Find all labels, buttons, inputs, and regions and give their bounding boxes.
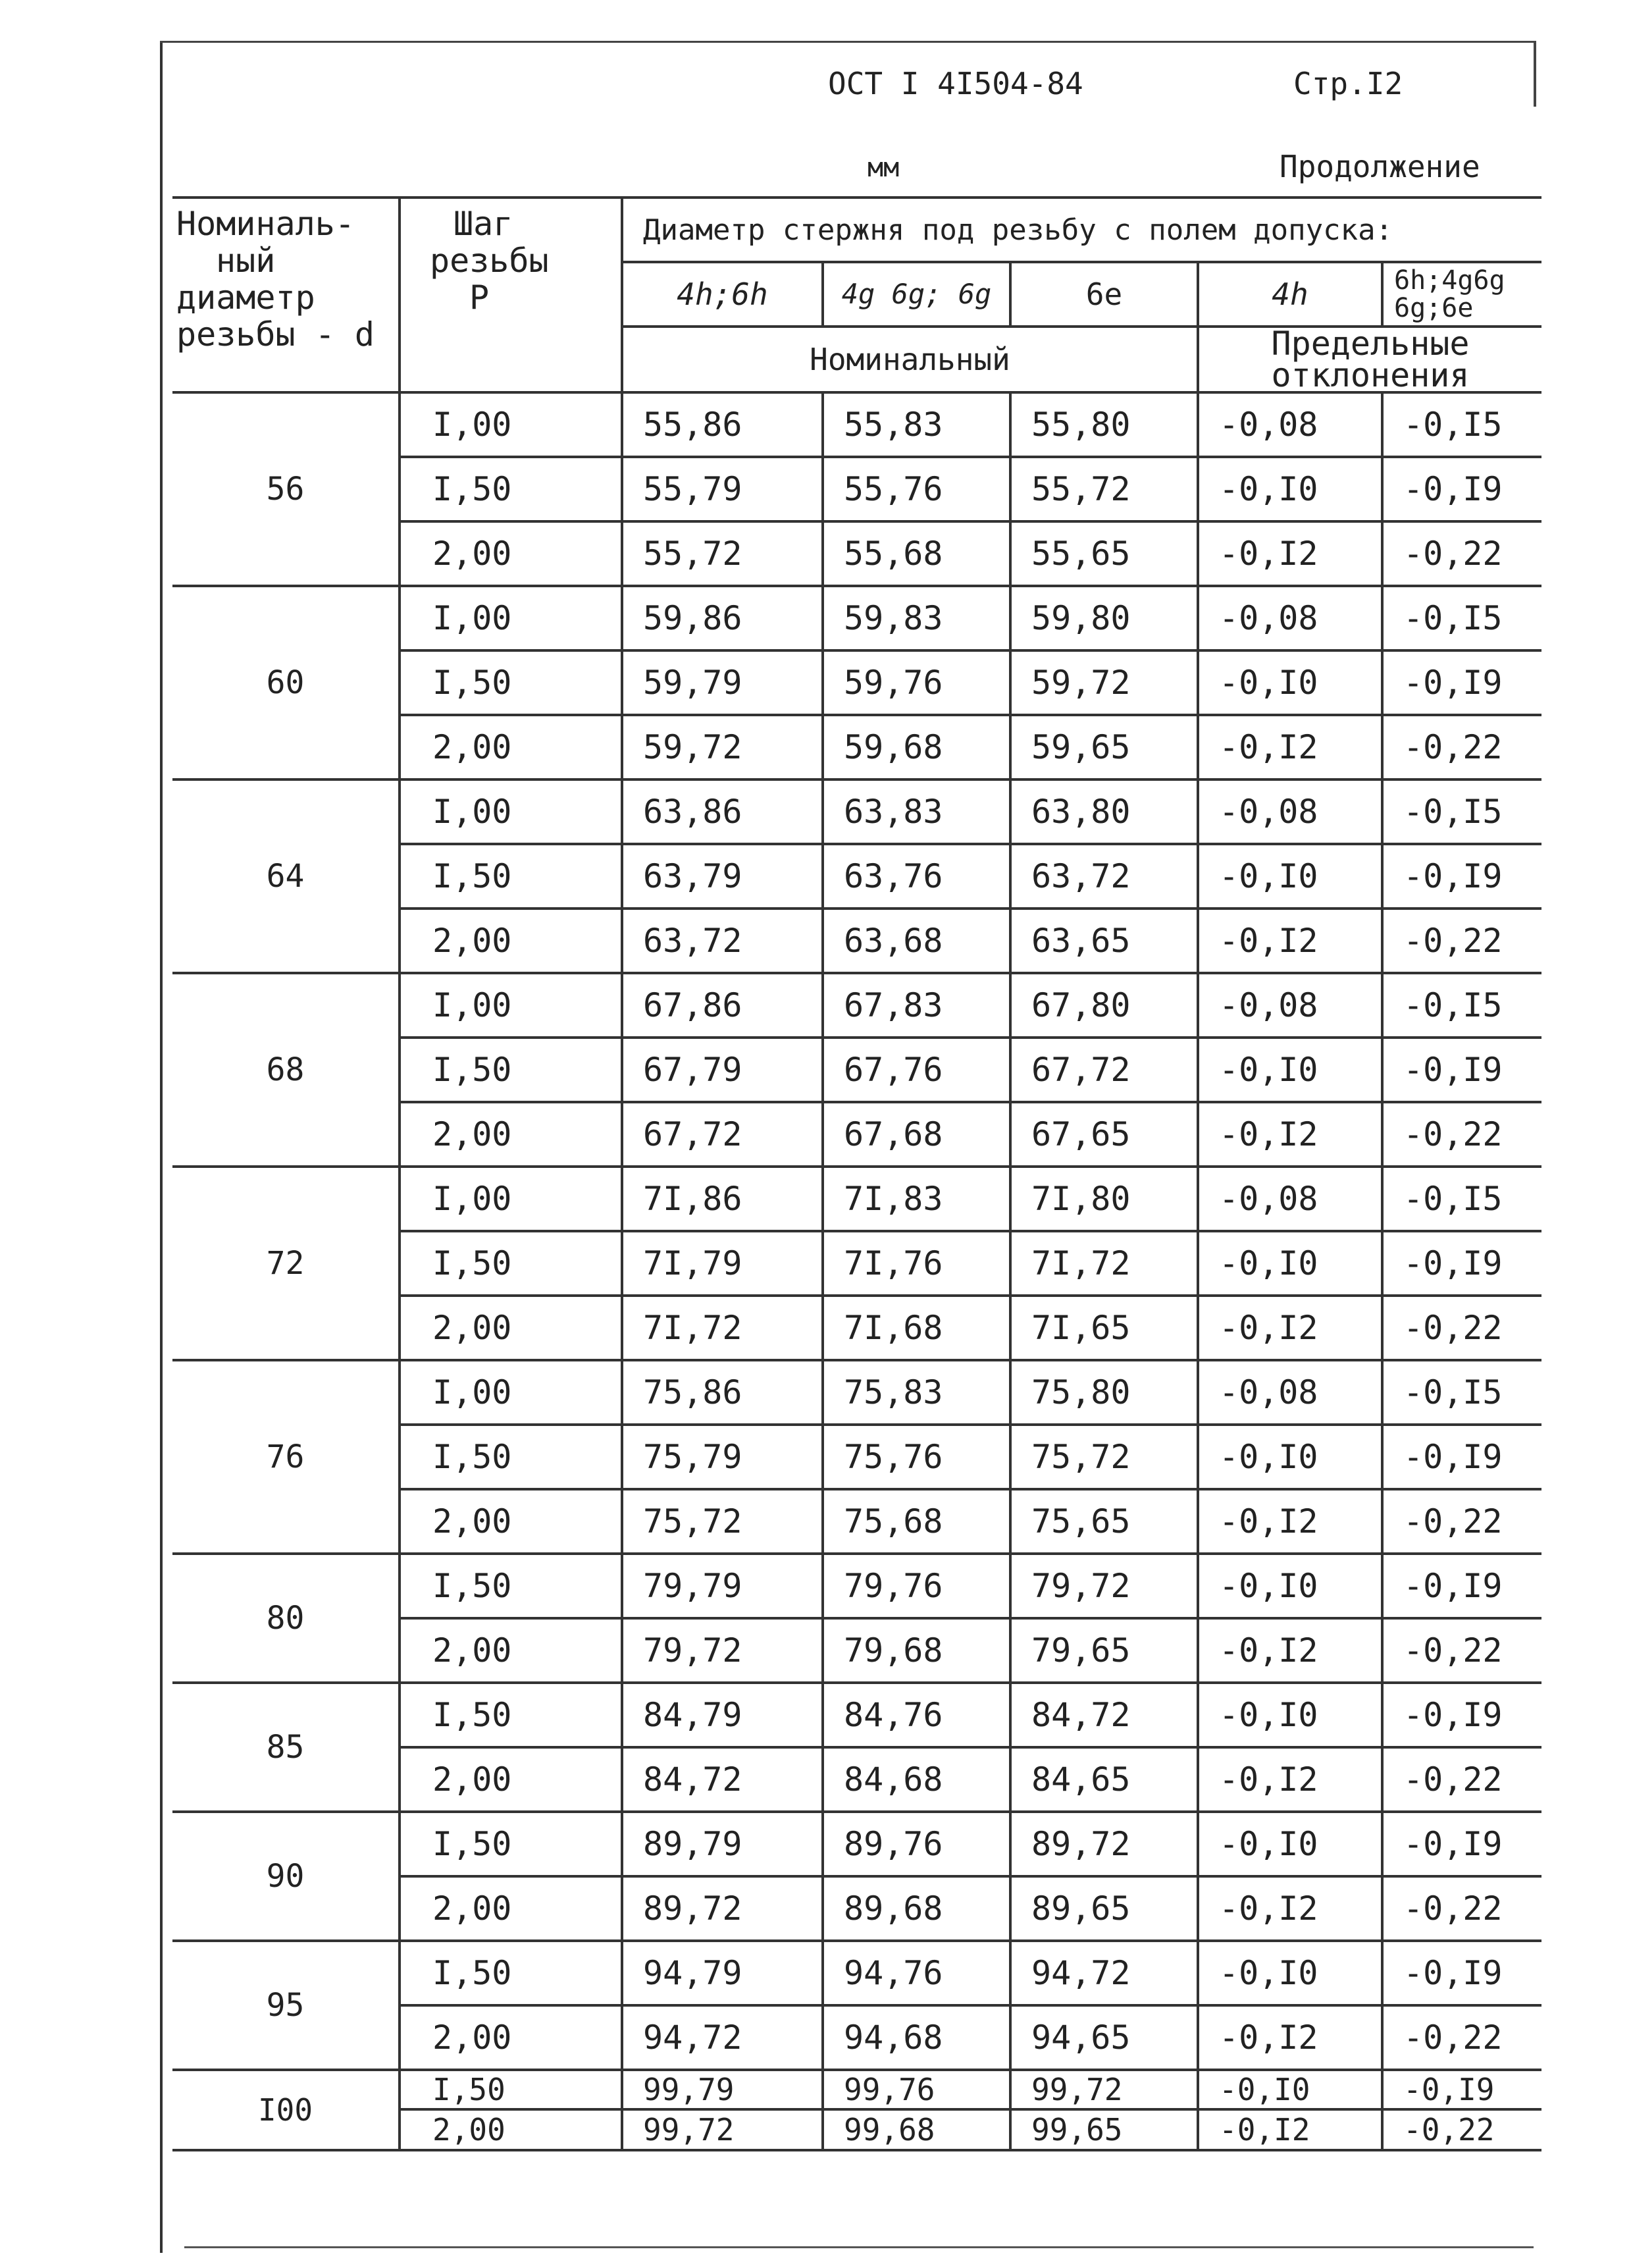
pitch-cell: 2,00 [400, 1876, 622, 1941]
diameter-4h6h-cell: 59,79 [622, 650, 823, 715]
deviation-combined-cell: -0,22 [1382, 909, 1541, 973]
pitch-cell: 2,00 [400, 715, 622, 779]
diameter-4h6h-cell: 7I,72 [622, 1296, 823, 1360]
pitch-cell: I,50 [400, 457, 622, 521]
deviation-4h-cell: -0,I2 [1198, 1747, 1382, 1812]
deviation-4h-cell: -0,08 [1198, 779, 1382, 844]
deviation-combined-cell: -0,22 [1382, 1296, 1541, 1360]
diameter-4h6h-cell: 75,72 [622, 1489, 823, 1554]
header-pitch-line: резьбы [430, 242, 549, 280]
deviation-4h-cell: -0,I2 [1198, 1618, 1382, 1683]
pitch-cell: 2,00 [400, 909, 622, 973]
deviation-combined-cell: -0,I9 [1382, 1683, 1541, 1747]
diameter-4g6g-cell: 99,68 [823, 2109, 1010, 2150]
header-nominal-diameter-line: диаметр [176, 278, 315, 317]
diameter-6e-cell: 55,80 [1010, 392, 1198, 457]
table-row [172, 1360, 1541, 1425]
table-row [172, 973, 1541, 1038]
diameter-4g6g-cell: 59,76 [823, 650, 1010, 715]
header-limit-deviations-line: Предельные [1271, 327, 1470, 363]
diameter-6e-cell: 7I,72 [1010, 1231, 1198, 1296]
diameter-4g6g-cell: 67,83 [823, 973, 1010, 1038]
diameter-4h6h-cell: 94,79 [622, 1941, 823, 2005]
header-rod-diameter: Диаметр стержня под резьбу с полем допуска: [622, 198, 1541, 262]
frame-left-border [160, 41, 163, 2253]
nominal-diameter-cell: 90 [172, 1812, 400, 1941]
header-pitch-line: P [469, 278, 490, 317]
diameter-4h6h-cell: 84,72 [622, 1747, 823, 1812]
pitch-cell: I,00 [400, 1167, 622, 1231]
diameter-6e-cell: 55,72 [1010, 457, 1198, 521]
deviation-4h-cell: -0,I2 [1198, 2005, 1382, 2070]
frame-bottom-border [184, 2246, 1534, 2248]
deviation-combined-cell: -0,22 [1382, 1747, 1541, 1812]
deviation-combined-cell: -0,22 [1382, 715, 1541, 779]
diameter-6e-cell: 67,72 [1010, 1038, 1198, 1102]
deviation-4h-cell: -0,08 [1198, 1167, 1382, 1231]
diameter-4h6h-cell: 79,72 [622, 1618, 823, 1683]
diameter-4h6h-cell: 67,72 [622, 1102, 823, 1167]
diameter-4h6h-cell: 89,72 [622, 1876, 823, 1941]
diameter-4g6g-cell: 94,68 [823, 2005, 1010, 2070]
diameter-4g6g-cell: 7I,83 [823, 1167, 1010, 1231]
deviation-4h-cell: -0,I0 [1198, 1425, 1382, 1489]
header-tolerance-4g-6g: 4g 6g; 6g [823, 262, 1010, 327]
diameter-4g6g-cell: 59,68 [823, 715, 1010, 779]
diameter-6e-cell: 79,65 [1010, 1618, 1198, 1683]
pitch-cell: I,00 [400, 973, 622, 1038]
deviation-combined-cell: -0,I9 [1382, 1231, 1541, 1296]
diameter-4g6g-cell: 94,76 [823, 1941, 1010, 2005]
deviation-4h-cell: -0,I2 [1198, 1296, 1382, 1360]
diameter-4g6g-cell: 79,76 [823, 1554, 1010, 1618]
header-tolerance-6e: 6e [1010, 262, 1198, 327]
deviation-combined-cell: -0,I5 [1382, 586, 1541, 650]
diameter-4g6g-cell: 7I,68 [823, 1296, 1010, 1360]
diameter-4h6h-cell: 75,86 [622, 1360, 823, 1425]
diameter-4g6g-cell: 7I,76 [823, 1231, 1010, 1296]
diameter-4g6g-cell: 75,76 [823, 1425, 1010, 1489]
table-row [172, 1554, 1541, 1618]
diameter-6e-cell: 84,72 [1010, 1683, 1198, 1747]
nominal-diameter-cell: I00 [172, 2070, 400, 2150]
diameter-4h6h-cell: 67,79 [622, 1038, 823, 1102]
pitch-cell: 2,00 [400, 1489, 622, 1554]
pitch-cell: I,00 [400, 392, 622, 457]
pitch-cell: I,50 [400, 650, 622, 715]
diameter-4h6h-cell: 59,86 [622, 586, 823, 650]
deviation-4h-cell: -0,I2 [1198, 1489, 1382, 1554]
pitch-cell: I,50 [400, 1425, 622, 1489]
pitch-cell: 2,00 [400, 1296, 622, 1360]
diameter-4h6h-cell: 63,72 [622, 909, 823, 973]
unit-label: мм [867, 153, 900, 183]
deviation-4h-cell: -0,I2 [1198, 521, 1382, 586]
deviation-combined-cell: -0,22 [1382, 1618, 1541, 1683]
table-row [172, 779, 1541, 844]
deviation-4h-cell: -0,I0 [1198, 1231, 1382, 1296]
diameter-6e-cell: 99,65 [1010, 2109, 1198, 2150]
deviation-combined-cell: -0,I9 [1382, 844, 1541, 909]
deviation-combined-cell: -0,I9 [1382, 1941, 1541, 2005]
diameter-4g6g-cell: 99,76 [823, 2070, 1010, 2109]
diameter-4h6h-cell: 7I,79 [622, 1231, 823, 1296]
diameter-6e-cell: 63,65 [1010, 909, 1198, 973]
diameter-6e-cell: 7I,65 [1010, 1296, 1198, 1360]
diameter-6e-cell: 59,80 [1010, 586, 1198, 650]
header-nominal-diameter [172, 198, 400, 392]
table-row [172, 1812, 1541, 1876]
deviation-4h-cell: -0,I0 [1198, 1683, 1382, 1747]
diameter-4g6g-cell: 63,83 [823, 779, 1010, 844]
frame-top-border [160, 41, 1536, 43]
deviation-4h-cell: -0,I0 [1198, 457, 1382, 521]
deviation-4h-cell: -0,08 [1198, 1360, 1382, 1425]
deviation-4h-cell: -0,I0 [1198, 844, 1382, 909]
table-row [172, 392, 1541, 457]
deviation-4h-cell: -0,I2 [1198, 1102, 1382, 1167]
diameter-6e-cell: 89,65 [1010, 1876, 1198, 1941]
diameter-4h6h-cell: 55,79 [622, 457, 823, 521]
pitch-cell: 2,00 [400, 1102, 622, 1167]
header-nominal-diameter-line: резьбы - d [176, 315, 375, 354]
pitch-cell: I,50 [400, 2070, 622, 2109]
diameter-4h6h-cell: 55,86 [622, 392, 823, 457]
diameter-6e-cell: 79,72 [1010, 1554, 1198, 1618]
deviation-combined-cell: -0,I9 [1382, 1425, 1541, 1489]
pitch-cell: 2,00 [400, 1618, 622, 1683]
diameter-4h6h-cell: 89,79 [622, 1812, 823, 1876]
diameter-4h6h-cell: 67,86 [622, 973, 823, 1038]
pitch-cell: 2,00 [400, 1747, 622, 1812]
deviation-4h-cell: -0,I2 [1198, 2109, 1382, 2150]
pitch-cell: I,50 [400, 1554, 622, 1618]
nominal-diameter-cell: 60 [172, 586, 400, 779]
deviation-combined-cell: -0,I9 [1382, 2070, 1541, 2109]
header-nominal: Номинальный [622, 327, 1198, 392]
diameter-6e-cell: 63,80 [1010, 779, 1198, 844]
diameter-4h6h-cell: 99,79 [622, 2070, 823, 2109]
diameter-4g6g-cell: 67,76 [823, 1038, 1010, 1102]
deviation-4h-cell: -0,I2 [1198, 715, 1382, 779]
header-pitch [400, 198, 622, 392]
deviation-combined-cell: -0,I5 [1382, 1167, 1541, 1231]
diameter-4h6h-cell: 75,79 [622, 1425, 823, 1489]
deviation-combined-cell: -0,I9 [1382, 650, 1541, 715]
diameter-4g6g-cell: 89,76 [823, 1812, 1010, 1876]
nominal-diameter-cell: 85 [172, 1683, 400, 1812]
diameter-4h6h-cell: 79,79 [622, 1554, 823, 1618]
deviation-combined-cell: -0,I9 [1382, 457, 1541, 521]
deviation-combined-cell: -0,22 [1382, 2005, 1541, 2070]
page-number: Стр.I2 [1293, 66, 1403, 101]
table-row [172, 1941, 1541, 2005]
deviation-combined-cell: -0,I9 [1382, 1812, 1541, 1876]
diameter-4g6g-cell: 59,83 [823, 586, 1010, 650]
deviation-4h-cell: -0,08 [1198, 392, 1382, 457]
deviation-4h-cell: -0,I2 [1198, 1876, 1382, 1941]
diameter-4g6g-cell: 63,68 [823, 909, 1010, 973]
diameter-6e-cell: 55,65 [1010, 521, 1198, 586]
pitch-cell: I,00 [400, 779, 622, 844]
diameter-6e-cell: 84,65 [1010, 1747, 1198, 1812]
table-row [172, 2070, 1541, 2109]
pitch-cell: I,50 [400, 1231, 622, 1296]
deviation-4h-cell: -0,I0 [1198, 1554, 1382, 1618]
header-limit-deviations-line: отклонения [1271, 356, 1470, 392]
deviation-4h-cell: -0,I2 [1198, 909, 1382, 973]
nominal-diameter-cell: 76 [172, 1360, 400, 1554]
thread-diameter-table [172, 196, 1541, 2151]
deviation-4h-cell: -0,I0 [1198, 2070, 1382, 2109]
diameter-6e-cell: 59,72 [1010, 650, 1198, 715]
deviation-combined-cell: -0,22 [1382, 1876, 1541, 1941]
deviation-combined-cell: -0,I5 [1382, 1360, 1541, 1425]
diameter-4g6g-cell: 67,68 [823, 1102, 1010, 1167]
diameter-6e-cell: 94,65 [1010, 2005, 1198, 2070]
diameter-6e-cell: 67,65 [1010, 1102, 1198, 1167]
diameter-6e-cell: 75,72 [1010, 1425, 1198, 1489]
header-tolerance-combined: 6h;4g6g 6g;6e [1382, 262, 1541, 327]
diameter-4h6h-cell: 63,79 [622, 844, 823, 909]
diameter-4g6g-cell: 79,68 [823, 1618, 1010, 1683]
deviation-combined-cell: -0,22 [1382, 521, 1541, 586]
header-tolerance-4h-6h: 4h;6h [622, 262, 823, 327]
header-tolerance-4h: 4h [1198, 262, 1382, 327]
document-code: ОСТ I 4I504-84 [828, 66, 1083, 101]
deviation-combined-cell: -0,I9 [1382, 1038, 1541, 1102]
diameter-4g6g-cell: 84,68 [823, 1747, 1010, 1812]
diameter-6e-cell: 89,72 [1010, 1812, 1198, 1876]
pitch-cell: I,50 [400, 1941, 622, 2005]
deviation-4h-cell: -0,08 [1198, 586, 1382, 650]
pitch-cell: I,50 [400, 844, 622, 909]
deviation-4h-cell: -0,08 [1198, 973, 1382, 1038]
diameter-4h6h-cell: 7I,86 [622, 1167, 823, 1231]
diameter-4h6h-cell: 63,86 [622, 779, 823, 844]
diameter-6e-cell: 63,72 [1010, 844, 1198, 909]
diameter-4g6g-cell: 84,76 [823, 1683, 1010, 1747]
deviation-4h-cell: -0,I0 [1198, 1812, 1382, 1876]
diameter-4g6g-cell: 63,76 [823, 844, 1010, 909]
nominal-diameter-cell: 95 [172, 1941, 400, 2070]
diameter-6e-cell: 7I,80 [1010, 1167, 1198, 1231]
pitch-cell: I,50 [400, 1038, 622, 1102]
deviation-combined-cell: -0,I5 [1382, 392, 1541, 457]
deviation-combined-cell: -0,22 [1382, 1102, 1541, 1167]
header-nominal-diameter-line: Номиналь- [176, 205, 355, 243]
header-nominal-diameter-line: ный [216, 242, 276, 280]
diameter-6e-cell: 59,65 [1010, 715, 1198, 779]
deviation-combined-cell: -0,22 [1382, 1489, 1541, 1554]
deviation-combined-cell: -0,I5 [1382, 973, 1541, 1038]
pitch-cell: I,50 [400, 1812, 622, 1876]
deviation-combined-cell: -0,22 [1382, 2109, 1541, 2150]
diameter-4g6g-cell: 55,76 [823, 457, 1010, 521]
deviation-combined-cell: -0,I5 [1382, 779, 1541, 844]
diameter-6e-cell: 75,65 [1010, 1489, 1198, 1554]
diameter-4h6h-cell: 84,79 [622, 1683, 823, 1747]
diameter-4g6g-cell: 55,83 [823, 392, 1010, 457]
diameter-4h6h-cell: 94,72 [622, 2005, 823, 2070]
diameter-6e-cell: 94,72 [1010, 1941, 1198, 2005]
diameter-4h6h-cell: 99,72 [622, 2109, 823, 2150]
pitch-cell: I,00 [400, 586, 622, 650]
header-pitch-line: Шаг [453, 205, 513, 243]
deviation-4h-cell: -0,I0 [1198, 1038, 1382, 1102]
pitch-cell: 2,00 [400, 2109, 622, 2150]
diameter-4g6g-cell: 89,68 [823, 1876, 1010, 1941]
nominal-diameter-cell: 68 [172, 973, 400, 1167]
diameter-6e-cell: 99,72 [1010, 2070, 1198, 2109]
pitch-cell: 2,00 [400, 2005, 622, 2070]
pitch-cell: I,00 [400, 1360, 622, 1425]
diameter-4g6g-cell: 75,68 [823, 1489, 1010, 1554]
diameter-4h6h-cell: 55,72 [622, 521, 823, 586]
table-row [172, 586, 1541, 650]
frame-right-border [1534, 41, 1536, 107]
deviation-combined-cell: -0,I9 [1382, 1554, 1541, 1618]
continuation-label: Продолжение [1280, 149, 1480, 184]
deviation-4h-cell: -0,I0 [1198, 650, 1382, 715]
table-row [172, 1683, 1541, 1747]
deviation-4h-cell: -0,I0 [1198, 1941, 1382, 2005]
nominal-diameter-cell: 56 [172, 392, 400, 586]
nominal-diameter-cell: 72 [172, 1167, 400, 1360]
table-row [172, 1167, 1541, 1231]
diameter-4g6g-cell: 75,83 [823, 1360, 1010, 1425]
diameter-6e-cell: 67,80 [1010, 973, 1198, 1038]
pitch-cell: I,50 [400, 1683, 622, 1747]
diameter-6e-cell: 75,80 [1010, 1360, 1198, 1425]
diameter-4g6g-cell: 55,68 [823, 521, 1010, 586]
nominal-diameter-cell: 64 [172, 779, 400, 973]
pitch-cell: 2,00 [400, 521, 622, 586]
nominal-diameter-cell: 80 [172, 1554, 400, 1683]
diameter-4h6h-cell: 59,72 [622, 715, 823, 779]
header-limit-deviations [1198, 327, 1541, 392]
